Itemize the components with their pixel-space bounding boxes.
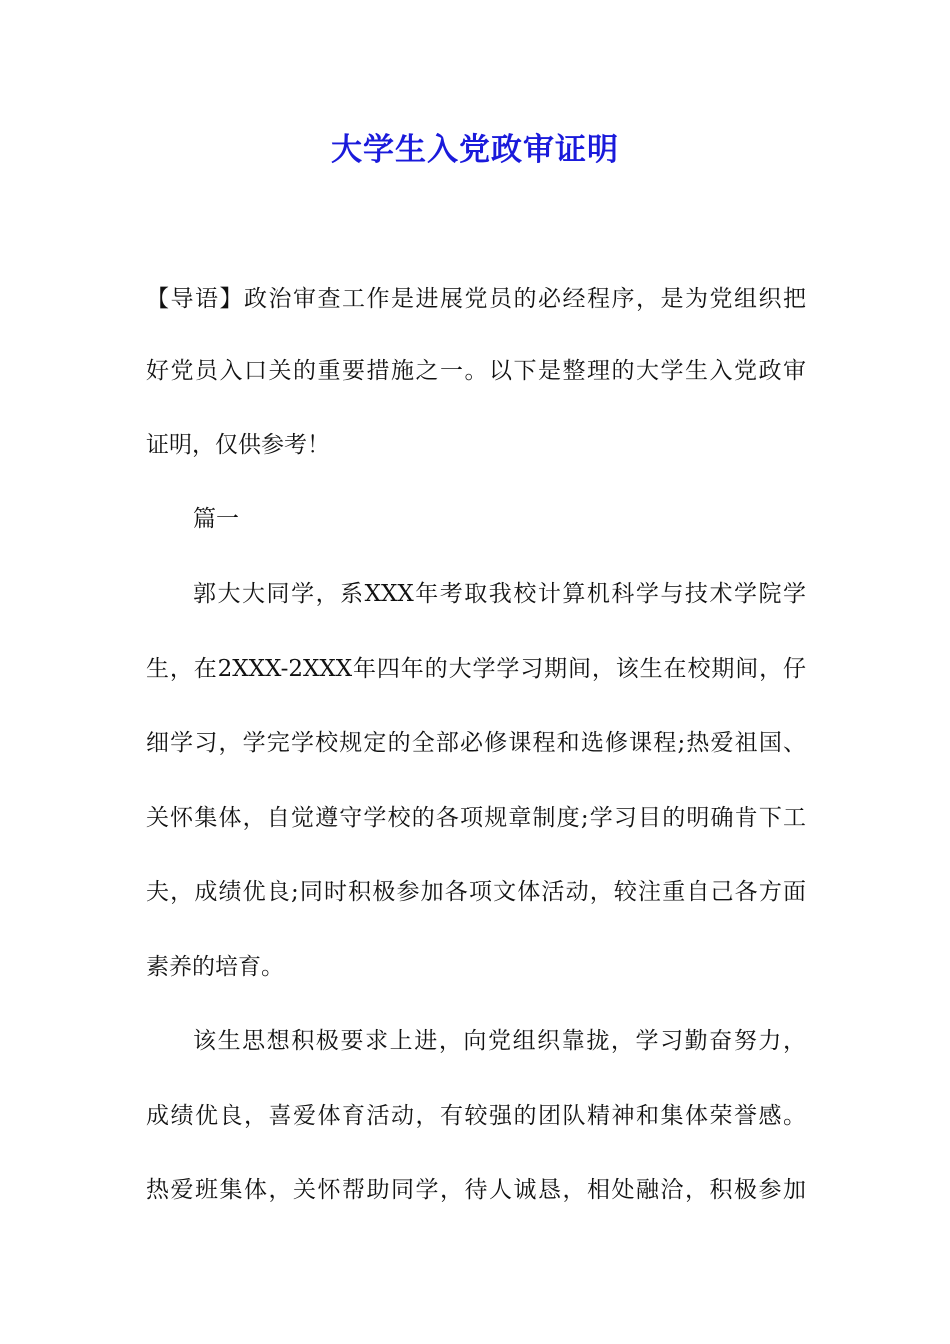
paragraph-1-line-6: 素养的培育。 <box>146 954 284 980</box>
paragraph-2-line-2: 成绩优良，喜爱体育活动，有较强的团队精神和集体荣誉感。 <box>146 1103 806 1129</box>
paragraph-1-line-3: 细学习，学完学校规定的全部必修课程和选修课程;热爱祖国、 <box>146 730 806 756</box>
paragraph-1-line-2: 生，在2XXX-2XXX年四年的大学学习期间，该生在校期间，仔 <box>146 656 806 682</box>
paragraph-1-line-4: 关怀集体，自觉遵守学校的各项规章制度;学习目的明确肯下工 <box>146 805 806 831</box>
paragraph-1-line-5: 夫，成绩优良;同时积极参加各项文体活动，较注重自己各方面 <box>146 879 806 905</box>
paragraph-2-line-1: 该生思想积极要求上进，向党组织靠拢，学习勤奋努力， <box>193 1028 806 1054</box>
intro-line-1: 【导语】政治审查工作是进展党员的必经程序，是为党组织把 <box>146 286 806 312</box>
paragraph-1-line-1: 郭大大同学，系XXX年考取我校计算机科学与技术学院学 <box>193 581 806 607</box>
document-title: 大学生入党政审证明 <box>331 132 619 168</box>
paragraph-2-line-3: 热爱班集体，关怀帮助同学，待人诚恳，相处融洽，积极参加 <box>146 1177 806 1203</box>
section-heading: 篇一 <box>193 506 239 532</box>
intro-line-2: 好党员入口关的重要措施之一。以下是整理的大学生入党政审 <box>146 358 806 384</box>
intro-line-3: 证明，仅供参考！ <box>146 432 330 458</box>
